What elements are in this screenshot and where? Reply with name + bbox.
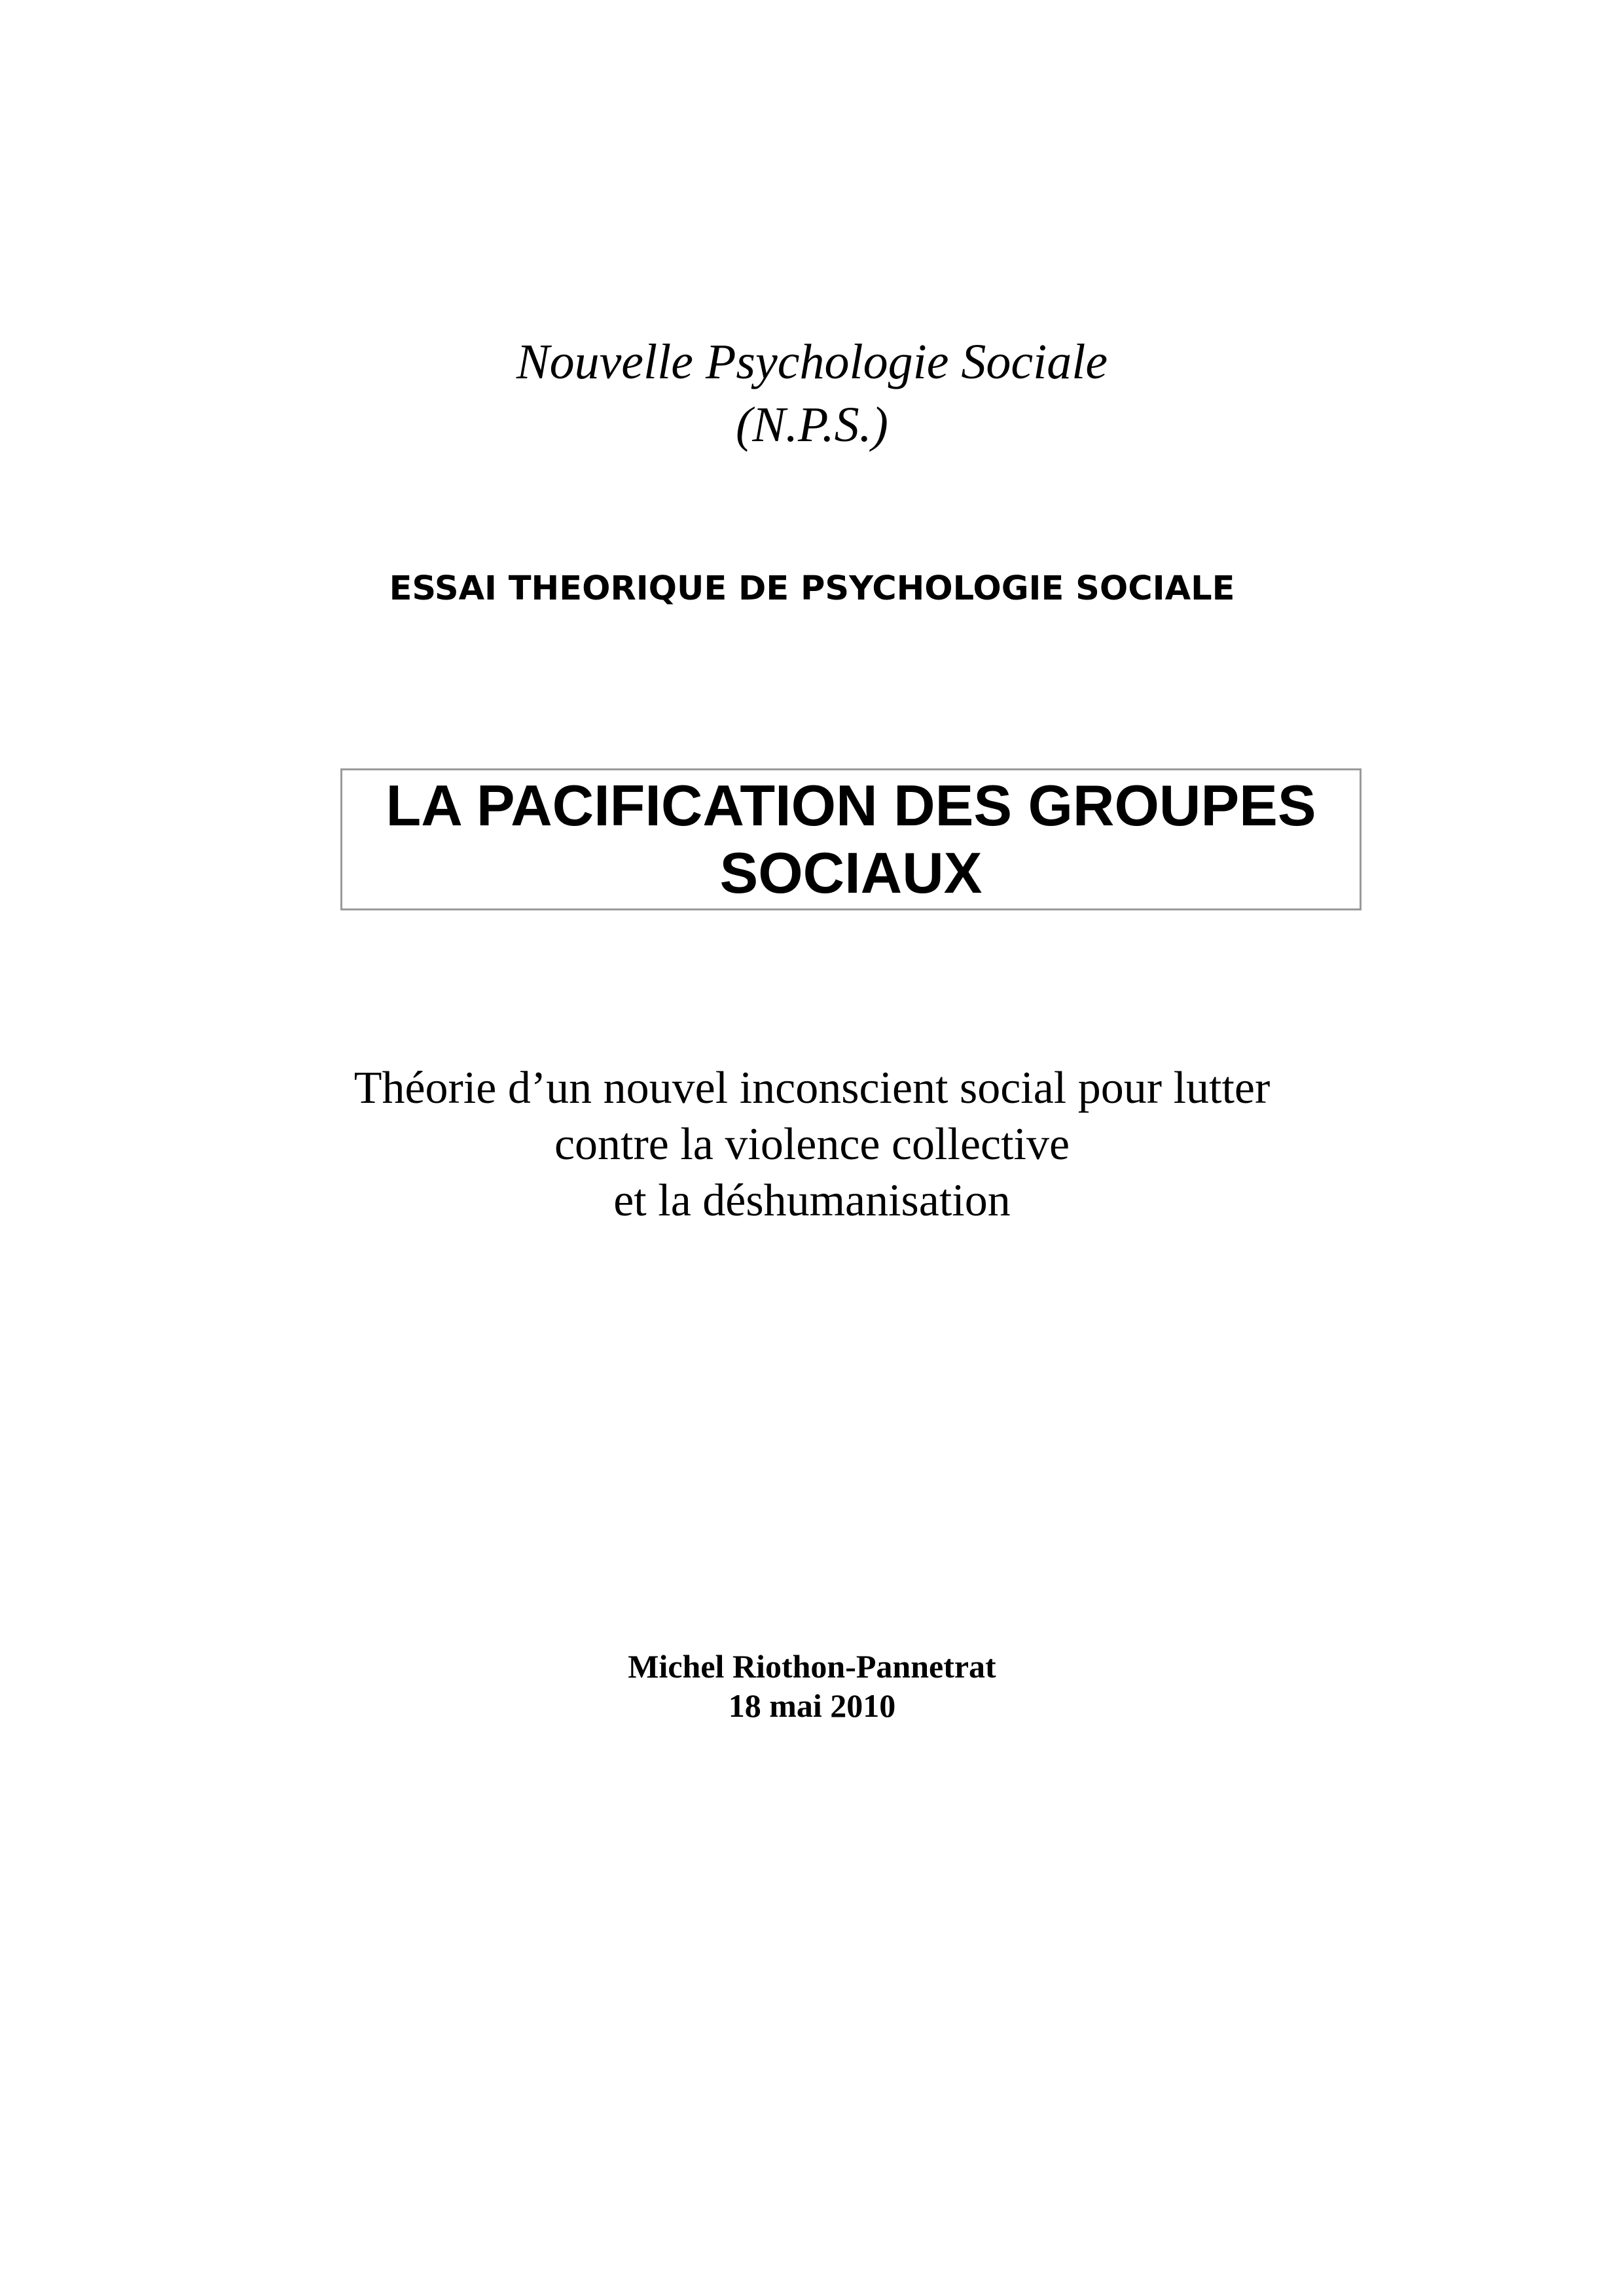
main-title-line-2: SOCIAUX — [719, 840, 983, 905]
author-name: Michel Riothon-Pannetrat — [628, 1648, 996, 1685]
series-name: Nouvelle Psychologie Sociale — [516, 334, 1108, 389]
main-title-box — [340, 768, 1362, 910]
main-title-line-1: LA PACIFICATION DES GROUPES — [386, 773, 1316, 838]
publication-date: 18 mai 2010 — [728, 1687, 896, 1724]
series-abbreviation: (N.P.S.) — [736, 397, 888, 452]
essay-label: ESSAI THEORIQUE DE PSYCHOLOGIE SOCIALE — [389, 569, 1235, 608]
subtitle-line-3: et la déshumanisation — [613, 1175, 1011, 1226]
series-title — [0, 331, 1624, 456]
author-block — [0, 1647, 1624, 1725]
subtitle — [0, 1060, 1624, 1229]
subtitle-line-1: Théorie d’un nouvel inconscient social pour lutter — [353, 1063, 1271, 1113]
subtitle-line-2: contre la violence collective — [554, 1119, 1070, 1170]
